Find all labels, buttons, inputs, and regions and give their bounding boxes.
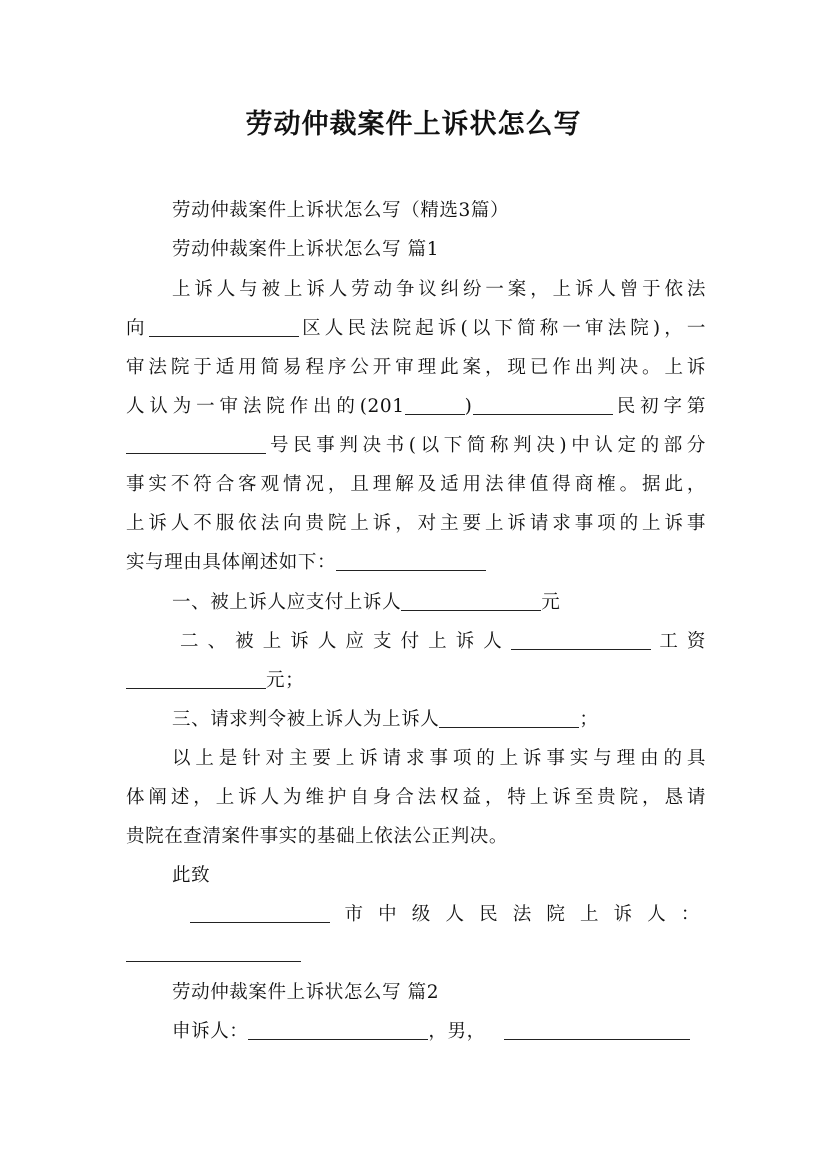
paragraph-line: 审法院于适用简易程序公开审理此案，现已作出判决。上诉 <box>126 357 706 378</box>
blank-field <box>473 396 613 415</box>
paragraph-line <box>126 317 706 341</box>
blank-field <box>405 396 465 415</box>
request-item-2 <box>180 630 706 654</box>
paragraph-line: 体阐述，上诉人为维护自身合法权益，特上诉至贵院，恳请 <box>126 787 706 808</box>
blank-field <box>248 1021 428 1040</box>
blank-field <box>511 631 651 650</box>
blank-field <box>504 1021 690 1040</box>
text-span: 实与理由具体阐述如下： <box>126 552 337 573</box>
text-span: 号民事判决书(以下简称判决)中认定的部分 <box>266 435 706 456</box>
document-title: 劳动仲裁案件上诉状怎么写 <box>245 109 582 140</box>
subtitle: 劳动仲裁案件上诉状怎么写（精选3篇） <box>172 200 510 221</box>
text-span: 元 <box>541 592 561 613</box>
text-span: 一、被上诉人应支付上诉人 <box>172 592 402 613</box>
text-span: 工资 <box>650 631 707 652</box>
request-item-1 <box>172 591 706 615</box>
section-heading-1: 劳动仲裁案件上诉状怎么写 篇1 <box>172 239 440 260</box>
court-line <box>190 903 700 927</box>
petitioner-line <box>172 1020 706 1044</box>
appellant-signature-line <box>126 942 706 966</box>
request-item-2-cont <box>126 669 706 693</box>
paragraph-line: 贵院在查清案件事实的基础上依法公正判决。 <box>126 826 509 847</box>
blank-field <box>336 552 486 571</box>
blank-field <box>126 943 301 962</box>
text-span: 市中级人民法院上诉人： <box>330 904 700 925</box>
paragraph-line: 以上是针对主要上诉请求事项的上诉事实与理由的具 <box>172 748 706 769</box>
paragraph-line: 上诉人不服依法向贵院上诉，对主要上诉请求事项的上诉事 <box>126 513 706 534</box>
text-span: ； <box>579 709 599 730</box>
paragraph-line <box>126 551 706 575</box>
blank-field <box>126 435 266 454</box>
text-span: 二、被上诉人应支付上诉人 <box>180 631 511 652</box>
blank-field <box>439 709 579 728</box>
paragraph-line <box>126 434 706 458</box>
text-span: ) <box>464 396 473 417</box>
text-span: 人认为一审法院作出的(201 <box>126 396 405 417</box>
blank-field <box>126 670 266 689</box>
text-span: 三、请求判令被上诉人为上诉人 <box>172 709 440 730</box>
text-span: 区人民法院起诉(以下简称一审法院)，一 <box>298 318 706 339</box>
paragraph-line: 事实不符合客观情况，且理解及适用法律值得商榷。据此， <box>126 474 706 495</box>
paragraph-line: 上诉人与被上诉人劳动争议纠纷一案，上诉人曾于依法 <box>172 279 706 300</box>
blank-field <box>401 592 541 611</box>
text-span: 申诉人： <box>172 1021 249 1042</box>
section-heading-2: 劳动仲裁案件上诉状怎么写 篇2 <box>172 982 440 1003</box>
paragraph-line <box>126 395 706 419</box>
closing-salutation: 此致 <box>172 865 211 886</box>
blank-field <box>149 318 299 337</box>
blank-field <box>190 904 330 923</box>
text-span: 向 <box>126 318 149 339</box>
text-span: 民初字第 <box>612 396 706 417</box>
text-span: ，男， <box>428 1021 486 1042</box>
text-span: 元； <box>266 670 305 691</box>
request-item-3 <box>172 708 706 732</box>
